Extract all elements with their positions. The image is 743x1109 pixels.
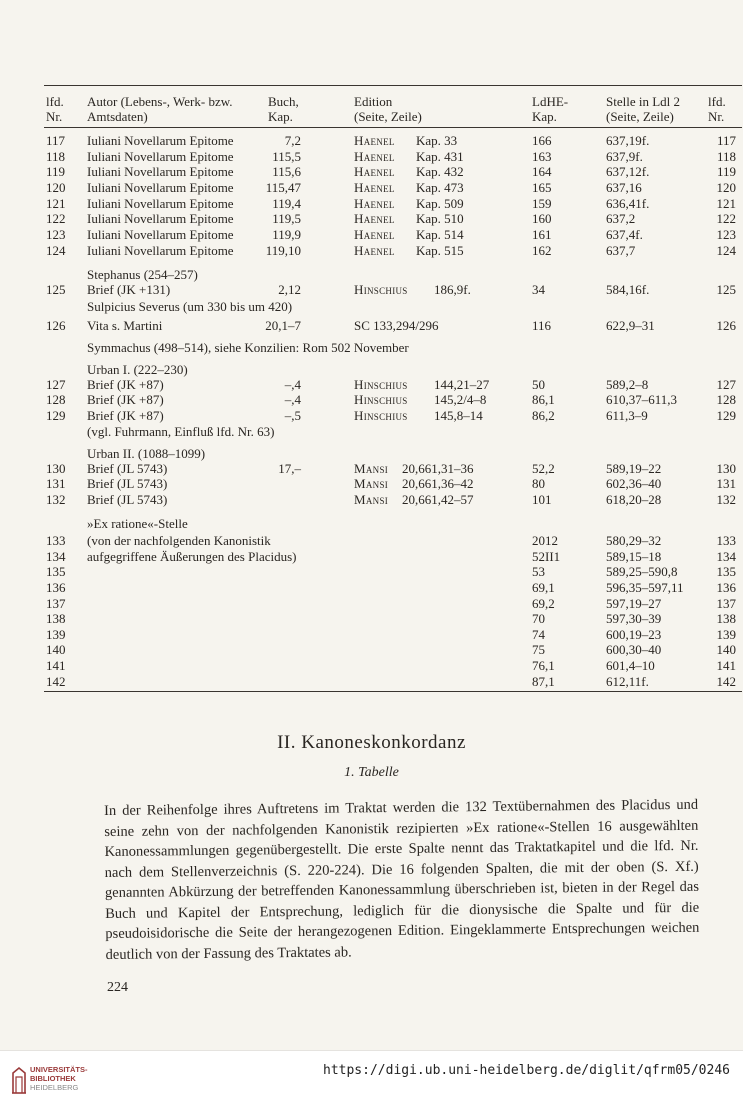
book-chapter-cell: 7,2	[284, 133, 301, 148]
book-chapter-cell: 20,1–7	[265, 318, 301, 333]
ldhe-cell: 163	[532, 149, 552, 164]
stelle-cell: 602,36–40	[606, 476, 662, 491]
stelle-cell: 589,15–18	[606, 549, 662, 564]
row-number-right: 122	[716, 211, 736, 226]
header-nr: Nr.	[46, 109, 63, 124]
header-lfd: lfd.	[46, 94, 64, 109]
university-library-logo-icon	[10, 1065, 28, 1095]
row-number-right: 118	[716, 149, 736, 164]
header-ldhe: LdHE-	[532, 94, 569, 109]
edition-ref-cell: Kap. 33	[416, 133, 458, 148]
viewer-footer	[0, 1050, 743, 1109]
institution-line-2: BIBLIOTHEK	[30, 1074, 76, 1083]
section-heading: II. Kanoneskonkordanz	[277, 732, 466, 753]
edition-name-cell: Hinschius	[354, 282, 408, 297]
edition-name-cell: Haenel	[354, 243, 395, 258]
row-number: 119	[46, 164, 66, 179]
ldhe-cell: 86,2	[532, 408, 555, 423]
row-number: 137	[46, 596, 66, 611]
stelle-cell: 589,2–8	[606, 377, 649, 392]
row-number-right: 137	[716, 596, 736, 611]
row-number-right: 117	[716, 133, 736, 148]
stelle-cell: 597,30–39	[606, 611, 662, 626]
header-autor: Autor (Lebens-, Werk- bzw.	[87, 94, 233, 109]
edition-ref-cell: 145,2/4–8	[434, 392, 487, 407]
header-stelle: Stelle in Ldl 2	[606, 94, 681, 109]
row-number: 122	[46, 211, 66, 226]
edition-name-cell: Haenel	[354, 211, 395, 226]
institution-name	[30, 1065, 88, 1092]
edition-ref-cell: Kap. 510	[416, 211, 464, 226]
row-number-right: 125	[716, 282, 736, 297]
row-number: 120	[46, 180, 66, 195]
stelle-cell: 622,9–31	[606, 318, 655, 333]
edition-ref-cell: Kap. 431	[416, 149, 464, 164]
stelle-cell: 618,20–28	[606, 492, 662, 507]
edition-ref-cell: 20,661,36–42	[402, 476, 474, 491]
section-subheading: 1. Tabelle	[344, 765, 399, 780]
stelle-cell: 637,16	[606, 180, 642, 195]
row-number: 141	[46, 658, 66, 673]
row-number-right: 128	[716, 392, 736, 407]
ldhe-cell: 34	[532, 282, 545, 297]
body-paragraph: In der Reihenfolge ihres Auftretens im Traktat werden die 132 Textübernahmen des Placidus und seine zehn von der nachfolgenden Kanonistik rezipierten »Ex ratione«-Stellen 16 ausgewählten Kanonessammlungen gegenübergestellt. Die erste Spalte nennt das Traktatkapitel und die lfd. Nr. nach dem Stellenverzeichnis (S. 220-224). Die 16 folgenden Spalten, die mit der oben (S. Xf.) genannten Abkürzung der betreffenden Kanonessammlung überschrieben ist, bieten in der Regel das Buch und Kapitel der Entsprechung, lediglich für die dionysische die Spalte und für die pseudoisidorische die Seite der herangezogenen Edition. Eingeklammerte Entsprechungen weichen deutlich von der Fassung des Traktates ab.	[104, 796, 700, 963]
stelle-cell: 589,25–590,8	[606, 564, 678, 579]
stelle-cell: 612,11f.	[606, 674, 649, 689]
ldhe-cell: 50	[532, 377, 545, 392]
row-number: 132	[46, 492, 66, 507]
institution-line-1: UNIVERSITÄTS-	[30, 1065, 88, 1074]
row-number: 121	[46, 196, 66, 211]
ldhe-cell: 116	[532, 318, 552, 333]
edition-ref-cell: Kap. 509	[416, 196, 464, 211]
stelle-cell: 580,29–32	[606, 533, 662, 548]
author-cell: Iuliani Novellarum Epitome	[87, 149, 234, 164]
author-cell: Iuliani Novellarum Epitome	[87, 180, 234, 195]
row-number-right: 134	[716, 549, 736, 564]
ldhe-cell: 80	[532, 476, 545, 491]
ldhe-cell: 159	[532, 196, 552, 211]
ldhe-cell: 160	[532, 211, 552, 226]
ldhe-cell: 86,1	[532, 392, 555, 407]
author-cell: Brief (JK +87)	[87, 377, 164, 392]
stelle-cell: 637,12f.	[606, 164, 650, 179]
row-number: 136	[46, 580, 66, 595]
row-number-right: 127	[716, 377, 736, 392]
row-number-right: 135	[716, 564, 736, 579]
author-cell: (vgl. Fuhrmann, Einfluß lfd. Nr. 63)	[87, 424, 275, 439]
row-number-right: 133	[716, 533, 736, 548]
row-number: 126	[46, 318, 66, 333]
ldhe-cell: 69,2	[532, 596, 555, 611]
edition-name-cell: Haenel	[354, 227, 395, 242]
author-cell: Brief (JL 5743)	[87, 461, 168, 476]
book-chapter-cell: 119,9	[272, 227, 301, 242]
book-chapter-cell: 115,5	[272, 149, 301, 164]
ldhe-cell: 74	[532, 627, 545, 642]
header-nr-right: Nr.	[708, 109, 725, 124]
stelle-cell: 589,19–22	[606, 461, 662, 476]
header-stelle-2: (Seite, Zeile)	[606, 109, 674, 124]
stelle-cell: 611,3–9	[606, 408, 648, 423]
table-bottom-rule	[44, 691, 742, 692]
edition-name-cell: Mansi	[354, 492, 389, 507]
row-number: 123	[46, 227, 66, 242]
author-cell: Vita s. Martini	[87, 318, 163, 333]
edition-name-cell: Haenel	[354, 133, 395, 148]
edition-ref-cell: 20,661,42–57	[402, 492, 474, 507]
edition-name-cell: Hinschius	[354, 377, 408, 392]
author-cell: aufgegriffene Äußerungen des Placidus)	[87, 549, 297, 564]
author-cell: Iuliani Novellarum Epitome	[87, 211, 234, 226]
stelle-cell: 637,9f.	[606, 149, 643, 164]
edition-ref-cell: 145,8–14	[434, 408, 483, 423]
row-number: 129	[46, 408, 66, 423]
stelle-cell: 637,19f.	[606, 133, 650, 148]
author-cell: Stephanus (254–257)	[87, 267, 198, 282]
ldhe-cell: 52II1	[532, 549, 561, 564]
header-autor-2: Amtsdaten)	[87, 109, 148, 124]
row-number-right: 131	[716, 476, 736, 491]
row-number-right: 123	[716, 227, 736, 242]
author-cell: Brief (JK +87)	[87, 392, 164, 407]
header-edition-2: (Seite, Zeile)	[354, 109, 422, 124]
row-number-right: 132	[716, 492, 736, 507]
stelle-cell: 584,16f.	[606, 282, 650, 297]
row-number-right: 142	[716, 674, 736, 689]
book-chapter-cell: 115,47	[265, 180, 301, 195]
book-chapter-cell: 119,4	[272, 196, 301, 211]
edition-ref-cell: 144,21–27	[434, 377, 490, 392]
edition-name-cell: Haenel	[354, 196, 395, 211]
book-chapter-cell: 115,6	[272, 164, 301, 179]
row-number: 140	[46, 642, 66, 657]
table-top-rule	[44, 85, 742, 86]
ldhe-cell: 52,2	[532, 461, 555, 476]
row-number-right: 136	[716, 580, 736, 595]
stelle-cell: 610,37–611,3	[606, 392, 678, 407]
row-number: 131	[46, 476, 66, 491]
row-number-right: 140	[716, 642, 736, 657]
row-number: 124	[46, 243, 66, 258]
row-number: 139	[46, 627, 66, 642]
author-cell: Symmachus (498–514), siehe Konzilien: Rom 502 November	[87, 340, 409, 355]
page-number: 224	[107, 980, 128, 995]
row-number: 138	[46, 611, 66, 626]
book-chapter-cell: 119,10	[265, 243, 301, 258]
header-edition: Edition	[354, 94, 393, 109]
row-number-right: 126	[716, 318, 736, 333]
author-cell: Brief (JK +87)	[87, 408, 164, 423]
row-number-right: 139	[716, 627, 736, 642]
stelle-cell: 600,19–23	[606, 627, 662, 642]
row-number-right: 120	[716, 180, 736, 195]
row-number: 134	[46, 549, 66, 564]
stelle-cell: 600,30–40	[606, 642, 662, 657]
stelle-cell: 601,4–10	[606, 658, 655, 673]
header-buch: Buch,	[268, 94, 299, 109]
stelle-cell: 637,4f.	[606, 227, 643, 242]
author-cell: (von der nachfolgenden Kanonistik	[87, 533, 271, 548]
edition-ref-cell: 20,661,31–36	[402, 461, 474, 476]
ldhe-cell: 162	[532, 243, 552, 258]
book-chapter-cell: –,4	[284, 392, 301, 407]
row-number: 130	[46, 461, 66, 476]
edition-ref-cell: Kap. 432	[416, 164, 464, 179]
edition-ref-cell: Kap. 515	[416, 243, 464, 258]
author-cell: Iuliani Novellarum Epitome	[87, 243, 234, 258]
author-cell: Iuliani Novellarum Epitome	[87, 133, 234, 148]
edition-name-cell: Mansi	[354, 461, 389, 476]
row-number-right: 129	[716, 408, 736, 423]
stelle-cell: 637,2	[606, 211, 636, 226]
author-cell: Brief (JL 5743)	[87, 476, 168, 491]
row-number: 128	[46, 392, 66, 407]
ldhe-cell: 75	[532, 642, 545, 657]
author-cell: Sulpicius Severus (um 330 bis um 420)	[87, 299, 293, 314]
row-number-right: 121	[716, 196, 736, 211]
ldhe-cell: 70	[532, 611, 545, 626]
author-cell: Urban I. (222–230)	[87, 362, 188, 377]
edition-name-cell: Mansi	[354, 476, 389, 491]
ldhe-cell: 161	[532, 227, 552, 242]
row-number-right: 119	[716, 164, 736, 179]
author-cell: Urban II. (1088–1099)	[87, 446, 206, 461]
ldhe-cell: 101	[532, 492, 552, 507]
stelle-cell: 637,7	[606, 243, 636, 258]
row-number: 133	[46, 533, 66, 548]
ldhe-cell: 165	[532, 180, 552, 195]
edition-name-cell: Hinschius	[354, 408, 408, 423]
row-number: 118	[46, 149, 66, 164]
row-number: 135	[46, 564, 66, 579]
stelle-cell: 636,41f.	[606, 196, 650, 211]
edition-name-cell: Haenel	[354, 149, 395, 164]
ldhe-cell: 69,1	[532, 580, 555, 595]
ldhe-cell: 164	[532, 164, 552, 179]
book-chapter-cell: 119,5	[272, 211, 301, 226]
book-chapter-cell: –,4	[284, 377, 301, 392]
row-number-right: 138	[716, 611, 736, 626]
source-url-link[interactable]: https://digi.ub.uni-heidelberg.de/diglit/qfrm05/0246	[323, 1063, 730, 1078]
stelle-cell: 597,19–27	[606, 596, 662, 611]
edition-ref-cell: 186,9f.	[434, 282, 471, 297]
ldhe-cell: 166	[532, 133, 552, 148]
header-kap: Kap.	[268, 109, 293, 124]
stelle-cell: 596,35–597,11	[606, 580, 684, 595]
ldhe-cell: 2012	[532, 533, 558, 548]
edition-name-cell: Haenel	[354, 164, 395, 179]
edition-name-cell: Haenel	[354, 180, 395, 195]
row-number-right: 141	[716, 658, 736, 673]
author-cell: Brief (JL 5743)	[87, 492, 168, 507]
edition-ref-cell: Kap. 473	[416, 180, 464, 195]
edition-ref-cell: Kap. 514	[416, 227, 464, 242]
author-cell: Iuliani Novellarum Epitome	[87, 196, 234, 211]
row-number: 125	[46, 282, 66, 297]
header-rule	[44, 127, 742, 128]
row-number-right: 124	[716, 243, 736, 258]
edition-name-cell: Hinschius	[354, 392, 408, 407]
header-lfd-right: lfd.	[708, 94, 726, 109]
author-cell: Iuliani Novellarum Epitome	[87, 164, 234, 179]
ldhe-cell: 76,1	[532, 658, 555, 673]
row-number: 142	[46, 674, 66, 689]
ldhe-cell: 87,1	[532, 674, 555, 689]
author-cell: Brief (JK +131)	[87, 282, 171, 297]
institution-line-3: HEIDELBERG	[30, 1083, 79, 1092]
row-number-right: 130	[716, 461, 736, 476]
row-number: 117	[46, 133, 66, 148]
book-chapter-cell: 2,12	[278, 282, 301, 297]
row-number: 127	[46, 377, 66, 392]
author-cell: Iuliani Novellarum Epitome	[87, 227, 234, 242]
edition-ref-cell: SC 133,294/296	[354, 318, 439, 333]
ldhe-cell: 53	[532, 564, 545, 579]
author-cell: »Ex ratione«-Stelle	[87, 516, 188, 531]
book-chapter-cell: 17,–	[278, 461, 301, 476]
book-chapter-cell: –,5	[284, 408, 301, 423]
header-ldhe-2: Kap.	[532, 109, 557, 124]
